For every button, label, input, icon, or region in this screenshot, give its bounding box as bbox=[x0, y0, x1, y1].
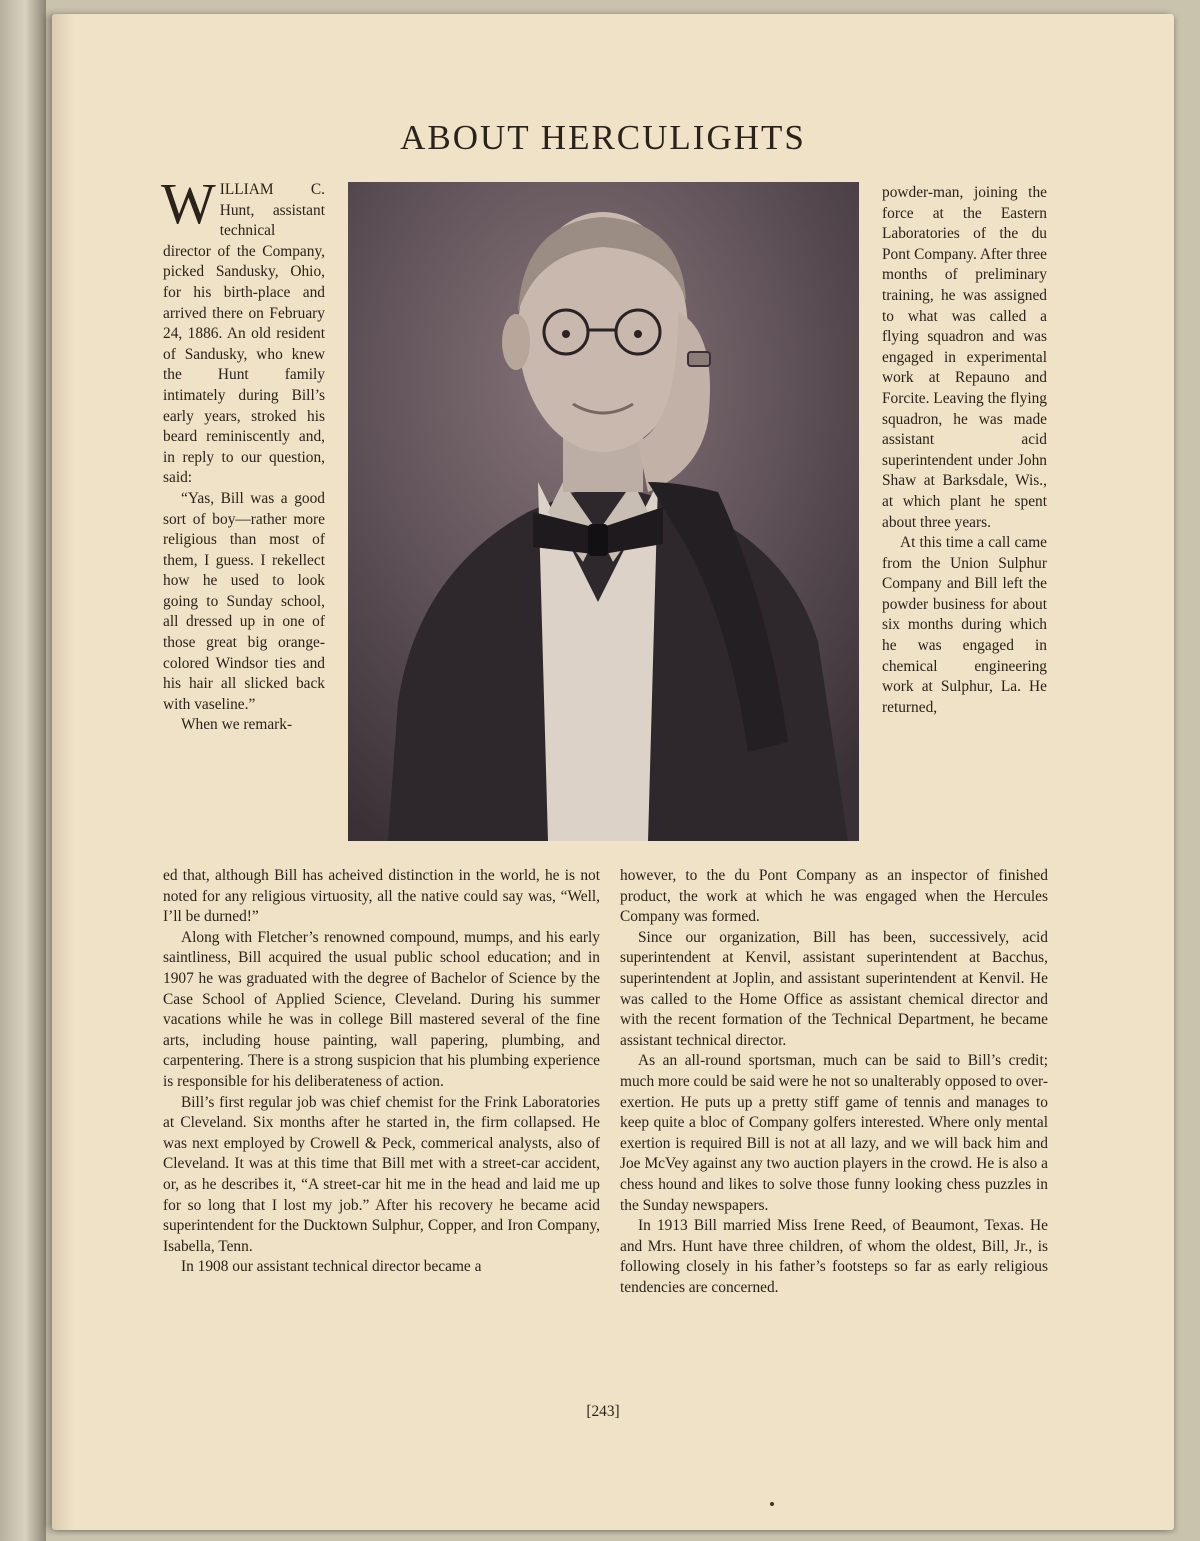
opening-paragraph: WILLIAM C. Hunt, assistant technical director of the Company, picked Sandusky, Ohio, for his birth-place and arrived there on February 24, 1886. An old resident of Sandusky, who knew the Hunt family intimately during Bill’s early years, stroked his beard reminiscently and, in reply to our question, said: bbox=[161, 171, 325, 487]
portrait-photograph bbox=[348, 182, 859, 841]
organization-paragraph: Since our organization, Bill has been, successively, acid superintendent at Kenvil, assistant superintendent at Bacchus, superintendent at Joplin, and assistant superintendent at Kenvil. He was called to the Home Office as assistant chemical director and with the recent formation of the Technical Department, he became assistant technical director. bbox=[620, 928, 1048, 1049]
article-title: ABOUT HERCULIGHTS bbox=[400, 118, 806, 157]
marriage-paragraph: In 1913 Bill married Miss Irene Reed, of Beaumont, Texas. He and Mrs. Hunt have three children, of whom the oldest, Bill, Jr., is following closely in his father’s footsteps so far as early religious tendencies are concerned. bbox=[620, 1217, 1048, 1296]
page-number: [243] bbox=[586, 1403, 620, 1420]
quote-paragraph: “Yas, Bill was a good sort of boy—rather more religious than most of them, I guess. I rekellect how he used to look going to Sunday school, all dressed up in one of those great big orange-colored Windsor ties and his hair all slicked back with vaseline.” bbox=[163, 489, 325, 713]
drop-cap: W bbox=[161, 171, 216, 236]
left-narrow-column bbox=[161, 171, 325, 736]
union-sulphur-paragraph-rest: however, to the du Pont Company as an inspector of finished product, the work at which he was engaged when the Hercules Company was formed. bbox=[620, 867, 1048, 926]
continued-paragraph: powder-man, joining the force at the Eastern Laboratories of the du Pont Company. After three months of preliminary training, he was assigned to what was called a flying squadron and was engaged in experimental work at Repauno and Forcite. Leaving the flying squadron, he was made assistant acid superintendent under John Shaw at Barksdale, Wis., at which plant he spent about three years. bbox=[882, 184, 1047, 531]
right-column-lower bbox=[620, 866, 1048, 1298]
left-column-lower bbox=[163, 866, 600, 1278]
fletcher-paragraph: Along with Fletcher’s renowned compound, mumps, and his early saintliness, Bill acquired the usual public school education; and in 1907 he was graduated with the degree of Bachelor of Science by the Case School of Applied Science, Cleveland. During his summer vacations while he was in college Bill mastered several of the fine arts, including house painting, wall papering, plumbing, and carpentering. There is a strong suspicion that his plumbing experience is responsible for his deliberateness of action. bbox=[163, 928, 600, 1090]
portrait-illustration bbox=[348, 182, 859, 841]
sportsman-paragraph: As an all-round sportsman, much can be said to Bill’s credit; much more could be said were he not so unalterably opposed to over-exertion. He puts up a pretty stiff game of tennis and manages to keep quite a bloc of Company golfers interested. Where only mental exertion is required Bill is not at all lazy, and we will back him and Joe McVey against any two auction players in the crowd. He is also a chess hound and likes to solve those funny looking chess puzzles in the Sunday newspapers. bbox=[620, 1052, 1048, 1214]
print-speck bbox=[770, 1502, 774, 1506]
first-job-paragraph: Bill’s first regular job was chief chemist for the Frink Laboratories at Cleveland. Six months after he started in, the firm collapsed. He was next employed by Crowell & Peck, commerical analysts, also of Cleveland. It was at this time that Bill met with a street-car accident, or, as he describes it, “A street-car hit me in the head and laid me up for so long that I lost my job.” After his recovery he became acid superintendent for the Ducktown Sulphur, Copper, and Iron Company, Isabella, Tenn. bbox=[163, 1093, 600, 1255]
union-sulphur-paragraph-start: At this time a call came from the Union Sulphur Company and Bill left the powder business for about six months during which he was engaged in chemical engineering work at Sulphur, La. He returned, bbox=[882, 534, 1047, 716]
remark-paragraph-start: When we remark- bbox=[181, 716, 293, 734]
right-narrow-column bbox=[882, 183, 1047, 718]
remark-paragraph-rest: ed that, although Bill has acheived distinction in the world, he is not noted for any religious virtuosity, all the native could say was, “Well, I’ll be durned!” bbox=[163, 867, 600, 926]
year-1908-paragraph-start: In 1908 our assistant technical director became a bbox=[181, 1258, 482, 1276]
adjacent-page-edge bbox=[0, 0, 46, 1541]
